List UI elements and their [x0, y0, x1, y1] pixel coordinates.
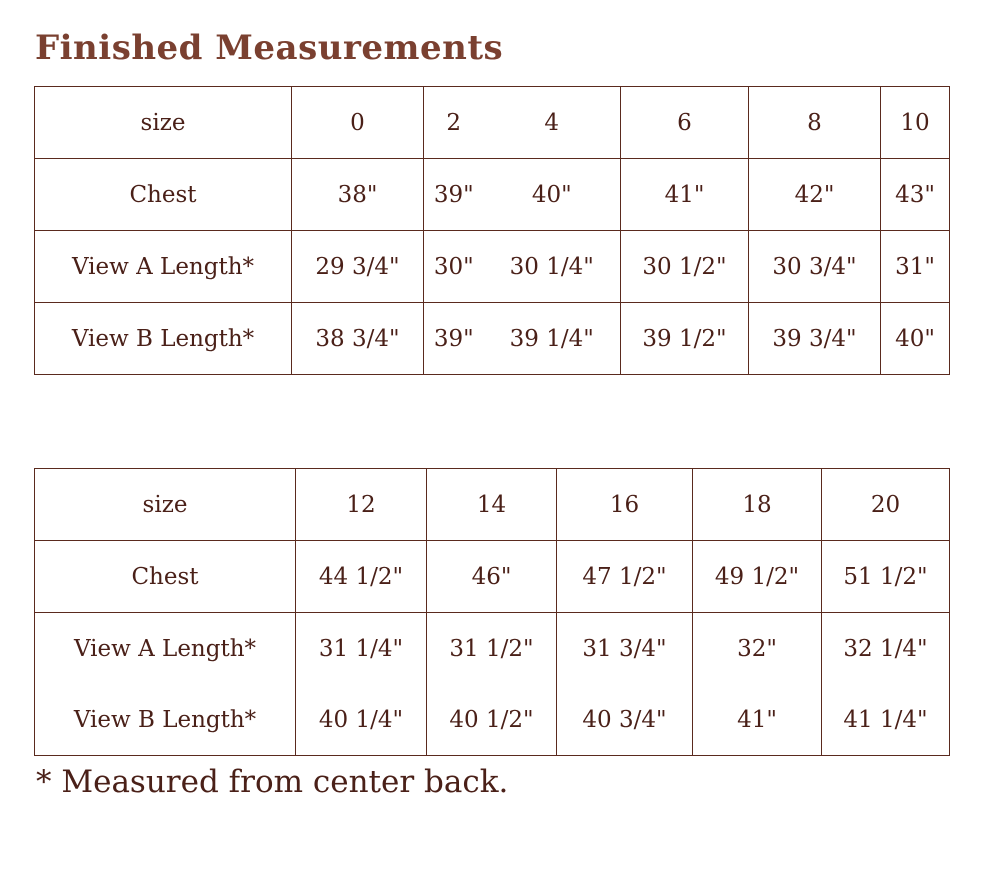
table-cell: 0: [292, 87, 424, 159]
table-cell: 42": [749, 159, 881, 231]
table-row: [35, 231, 950, 303]
row-label: View A Length*: [35, 231, 292, 303]
row-label: Chest: [35, 159, 292, 231]
table-cell: 38 3/4": [292, 303, 424, 375]
table-cell: 30 3/4": [749, 231, 881, 303]
table-row: [35, 303, 950, 375]
measurements-table-sizes-12-20: [34, 468, 950, 756]
table-cell: 44 1/2": [296, 541, 427, 613]
table-cell: 41": [693, 684, 822, 756]
footnote: * Measured from center back.: [36, 764, 509, 800]
table-cell: 31 1/2": [427, 613, 557, 685]
table-cell: 31 3/4": [557, 613, 693, 685]
table-row: [35, 159, 950, 231]
table-cell: 39": [424, 303, 484, 375]
table-cell: 30 1/4": [484, 231, 621, 303]
row-label: View B Length*: [35, 303, 292, 375]
table-cell: 43": [881, 159, 950, 231]
table-cell: 51 1/2": [822, 541, 950, 613]
table-cell: 20: [822, 469, 950, 541]
table-cell: 39 1/2": [621, 303, 749, 375]
table-cell: 40 1/4": [296, 684, 427, 756]
table-cell: 40 1/2": [427, 684, 557, 756]
row-label: View B Length*: [35, 684, 296, 756]
table-cell: 47 1/2": [557, 541, 693, 613]
measurements-table-sizes-0-10: [34, 86, 950, 375]
table-cell: 41 1/4": [822, 684, 950, 756]
table-cell: 2: [424, 87, 484, 159]
table-row: [35, 87, 950, 159]
table-cell: 18: [693, 469, 822, 541]
table-cell: 38": [292, 159, 424, 231]
table-cell: 30": [424, 231, 484, 303]
table-cell: 12: [296, 469, 427, 541]
table-cell: 41": [621, 159, 749, 231]
row-label: size: [35, 469, 296, 541]
table-cell: 31 1/4": [296, 613, 427, 685]
table-cell: 30 1/2": [621, 231, 749, 303]
table-cell: 39 1/4": [484, 303, 621, 375]
table-cell: 40": [881, 303, 950, 375]
table-cell: 32 1/4": [822, 613, 950, 685]
table-cell: 10: [881, 87, 950, 159]
table-cell: 40 3/4": [557, 684, 693, 756]
table-cell: 46": [427, 541, 557, 613]
table-cell: 39 3/4": [749, 303, 881, 375]
page-title: Finished Measurements: [35, 28, 504, 68]
table-cell: 14: [427, 469, 557, 541]
row-label: View A Length*: [35, 613, 296, 685]
table-cell: 6: [621, 87, 749, 159]
table-cell: 29 3/4": [292, 231, 424, 303]
table-cell: 8: [749, 87, 881, 159]
table-cell: 16: [557, 469, 693, 541]
table-cell: 49 1/2": [693, 541, 822, 613]
table-cell: 32": [693, 613, 822, 685]
table-row: [35, 541, 950, 613]
table-row: [35, 684, 950, 756]
table-row: [35, 469, 950, 541]
table-row: [35, 613, 950, 685]
table-cell: 40": [484, 159, 621, 231]
table-cell: 4: [484, 87, 621, 159]
row-label: Chest: [35, 541, 296, 613]
table-cell: 31": [881, 231, 950, 303]
row-label: size: [35, 87, 292, 159]
table-cell: 39": [424, 159, 484, 231]
